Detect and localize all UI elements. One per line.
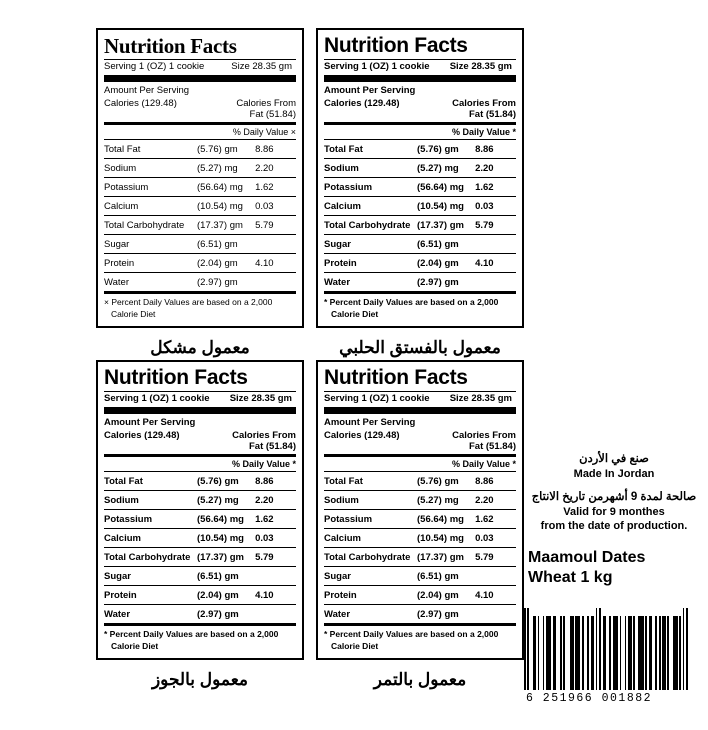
nutrient-pct: [249, 571, 296, 582]
nutrient-name: Water: [324, 276, 351, 288]
nutrient-pct: 5.79: [475, 551, 494, 563]
nutrition-facts-label: [96, 360, 304, 660]
nutrient-name: Water: [104, 276, 129, 288]
table-row: [104, 586, 296, 604]
validity-arabic: صالحة لمدة 9 أشهرمن تاريخ الانتاج: [531, 491, 697, 504]
origin-english: Made In Jordan: [573, 467, 655, 480]
nutrient-amount: (5.27) mg: [197, 494, 239, 506]
table-row: [104, 178, 296, 196]
serving-row: [104, 60, 296, 75]
table-row: [324, 216, 516, 234]
nutrient-pct: [469, 239, 516, 250]
table-row: [104, 197, 296, 215]
nutrient-pct: 0.03: [475, 200, 494, 212]
calories-from-label: Calories From: [232, 430, 296, 442]
daily-value-header: % Daily Value ×: [232, 127, 296, 138]
table-row: [104, 254, 296, 272]
table-row: [324, 510, 516, 528]
nutrient-amount: (6.51) gm: [417, 570, 459, 582]
table-row: [104, 235, 296, 253]
nutrient-name: Calcium: [324, 532, 361, 544]
table-row: [324, 586, 516, 604]
calories-row: [104, 97, 296, 109]
nutrient-pct: 8.86: [475, 143, 494, 155]
nutrient-amount: (5.27) mg: [417, 494, 459, 506]
table-row: [324, 472, 516, 490]
nutrient-name: Water: [324, 608, 351, 620]
calories-row: [104, 429, 296, 441]
nutrient-name: Calcium: [104, 200, 139, 212]
nutrient-amount: (56.64) mg: [197, 513, 244, 525]
calories-value: Calories (129.48): [324, 98, 400, 110]
nutrient-pct: [469, 571, 516, 582]
amount-per-serving-label: Amount Per Serving: [324, 85, 416, 97]
nutrient-name: Protein: [324, 257, 357, 269]
serving-row: [324, 60, 516, 75]
nutrient-name: Potassium: [324, 181, 373, 193]
nutrient-amount: (6.51) gm: [197, 570, 239, 582]
nutrient-amount: (17.37) gm: [197, 551, 244, 563]
amount-per-serving-label: Amount Per Serving: [104, 417, 196, 429]
panel-title: Nutrition Facts: [324, 34, 468, 57]
amount-per-serving-label: Amount Per Serving: [104, 85, 190, 97]
nutrient-pct: 5.79: [255, 219, 274, 231]
panel-caption: معمول بالجوز: [151, 669, 249, 689]
footnote: [104, 626, 296, 654]
nutrient-pct: 4.10: [475, 257, 494, 269]
nutrient-name: Protein: [324, 589, 357, 601]
table-row: [324, 140, 516, 158]
nutrient-name: Sodium: [324, 162, 359, 174]
nutrient-pct: 0.03: [475, 532, 494, 544]
product-name-line-1: Maamoul Dates: [528, 548, 646, 566]
table-row: [104, 140, 296, 158]
nutrient-pct: [469, 277, 516, 288]
daily-value-header: % Daily Value *: [231, 459, 296, 470]
nutrient-name: Potassium: [324, 513, 373, 525]
table-row: [324, 273, 516, 291]
nutrient-amount: (5.76) gm: [197, 143, 238, 155]
calories-from-fat: Fat (51.84): [469, 109, 516, 121]
serving-label: Serving 1 (OZ) 1 cookie: [104, 393, 210, 405]
footnote-line-1: × Percent Daily Values are based on a 2,000: [104, 297, 273, 308]
panel-caption: معمول بالتمر: [373, 669, 467, 689]
nutrient-pct: 0.03: [255, 532, 274, 544]
nutrient-amount: (56.64) mg: [417, 181, 464, 193]
nutrient-name: Sugar: [324, 570, 351, 582]
panel-title: Nutrition Facts: [324, 366, 468, 389]
table-row: [104, 529, 296, 547]
product-info-block: [528, 452, 700, 588]
calories-value: Calories (129.48): [104, 430, 180, 442]
serving-size: Size 28.35 gm: [229, 393, 292, 405]
nutrient-name: Total Carbohydrate: [104, 219, 185, 231]
nutrient-amount: (5.76) gm: [417, 143, 459, 155]
nutrient-amount: (17.37) gm: [417, 551, 464, 563]
table-row: [104, 472, 296, 490]
panel-title: Nutrition Facts: [104, 34, 237, 58]
nutrition-facts-label: [316, 28, 524, 328]
table-row: [104, 273, 296, 291]
table-row: [324, 235, 516, 253]
nutrient-name: Potassium: [104, 181, 149, 193]
nutrition-panel-2: [316, 28, 524, 358]
calories-value: Calories (129.48): [104, 98, 177, 110]
nutrient-name: Total Fat: [324, 143, 363, 155]
table-row: [104, 510, 296, 528]
nutrient-name: Potassium: [104, 513, 153, 525]
nutrient-pct: 5.79: [255, 551, 274, 563]
serving-row: [104, 392, 296, 407]
table-row: [324, 197, 516, 215]
nutrient-amount: (2.97) gm: [417, 276, 459, 288]
serving-label: Serving 1 (OZ) 1 cookie: [104, 61, 205, 73]
nutrient-pct: 2.20: [255, 162, 274, 174]
footnote-line-2: Calorie Diet: [111, 640, 159, 651]
nutrient-name: Protein: [104, 589, 137, 601]
table-row: [104, 548, 296, 566]
footnote: [324, 294, 516, 322]
nutrient-amount: (5.76) gm: [197, 475, 239, 487]
nutrient-amount: (2.04) gm: [197, 257, 238, 269]
nutrient-pct: 4.10: [255, 257, 274, 269]
nutrition-panel-4: [316, 360, 524, 690]
serving-row: [324, 392, 516, 407]
serving-label: Serving 1 (OZ) 1 cookie: [324, 61, 430, 73]
daily-value-header: % Daily Value *: [451, 127, 516, 138]
nutrient-pct: 1.62: [475, 181, 494, 193]
footnote: [104, 294, 296, 322]
barcode-block: [524, 616, 688, 705]
nutrient-name: Calcium: [104, 532, 141, 544]
nutrient-amount: (2.97) gm: [417, 608, 459, 620]
table-row: [104, 216, 296, 234]
nutrient-amount: (5.27) mg: [197, 162, 238, 174]
nutrient-amount: (2.04) gm: [417, 257, 459, 269]
footnote-line-2: Calorie Diet: [331, 308, 379, 319]
nutrient-amount: (10.54) mg: [197, 200, 243, 212]
nutrient-pct: 1.62: [255, 513, 274, 525]
nutrient-amount: (6.51) gm: [197, 238, 238, 250]
nutrient-amount: (2.04) gm: [417, 589, 459, 601]
nutrient-name: Sodium: [104, 494, 139, 506]
nutrient-pct: 1.62: [475, 513, 494, 525]
origin-arabic: صنع في الأردن: [579, 453, 649, 465]
table-row: [324, 567, 516, 585]
nutrient-amount: (17.37) gm: [197, 219, 243, 231]
table-row: [324, 178, 516, 196]
nutrient-pct: 4.10: [475, 589, 494, 601]
nutrient-pct: [249, 277, 296, 288]
calories-from-label: Calories From: [452, 430, 516, 442]
nutrient-name: Sodium: [104, 162, 137, 174]
table-row: [104, 491, 296, 509]
nutrient-pct: 8.86: [475, 475, 494, 487]
table-row: [324, 254, 516, 272]
nutrient-name: Sodium: [324, 494, 359, 506]
nutrient-pct: 2.20: [255, 494, 274, 506]
nutrient-amount: (10.54) mg: [197, 532, 244, 544]
table-row: [324, 491, 516, 509]
nutrient-amount: (17.37) gm: [417, 219, 464, 231]
nutrient-name: Sugar: [104, 238, 130, 250]
nutrition-facts-label: [316, 360, 524, 660]
nutrient-amount: (2.97) gm: [197, 608, 239, 620]
product-name: [528, 548, 700, 588]
table-row: [104, 605, 296, 623]
nutrient-pct: 5.79: [475, 219, 494, 231]
nutrient-name: Sugar: [324, 238, 351, 250]
table-row: [104, 567, 296, 585]
nutrient-amount: (6.51) gm: [417, 238, 459, 250]
serving-size: Size 28.35 gm: [449, 61, 512, 73]
footnote-line-2: Calorie Diet: [331, 640, 379, 651]
nutrient-pct: 0.03: [255, 200, 274, 212]
table-row: [324, 529, 516, 547]
nutrient-pct: [249, 239, 296, 250]
calories-row: [324, 429, 516, 441]
footnote-line-1: * Percent Daily Values are based on a 2,000: [324, 629, 499, 640]
footnote: [324, 626, 516, 654]
nutrition-panel-3: [96, 360, 304, 690]
nutrient-pct: 4.10: [255, 589, 274, 601]
nutrient-amount: (56.64) mg: [197, 181, 243, 193]
nutrient-amount: (2.04) gm: [197, 589, 239, 601]
calories-from-fat: Fat (51.84): [249, 109, 296, 121]
nutrient-name: Water: [104, 608, 131, 620]
nutrient-amount: (56.64) mg: [417, 513, 464, 525]
calories-from-fat: Fat (51.84): [249, 441, 296, 453]
barcode-digits: 6 251966 001882: [526, 692, 653, 705]
footnote-line-1: * Percent Daily Values are based on a 2,000: [324, 297, 499, 308]
nutrition-panel-1: [96, 28, 304, 358]
nutrient-name: Total Carbohydrate: [324, 551, 411, 563]
nutrient-pct: 8.86: [255, 143, 274, 155]
product-name-line-2: Wheat 1 kg: [528, 568, 613, 586]
nutrient-name: Total Fat: [104, 475, 143, 487]
nutrient-name: Total Carbohydrate: [104, 551, 191, 563]
nutrient-pct: 1.62: [255, 181, 274, 193]
nutrient-amount: (10.54) mg: [417, 200, 464, 212]
footnote-line-1: * Percent Daily Values are based on a 2,000: [104, 629, 279, 640]
table-row: [324, 548, 516, 566]
calories-from-label: Calories From: [452, 98, 516, 110]
nutrient-pct: [469, 609, 516, 620]
footnote-line-2: Calorie Diet: [111, 308, 156, 319]
nutrient-amount: (5.76) gm: [417, 475, 459, 487]
validity-english-line-2: from the date of production.: [540, 520, 688, 533]
nutrient-name: Sugar: [104, 570, 131, 582]
serving-size: Size 28.35 gm: [449, 393, 512, 405]
table-row: [104, 159, 296, 177]
nutrient-pct: 2.20: [475, 162, 494, 174]
table-row: [324, 605, 516, 623]
calories-value: Calories (129.48): [324, 430, 400, 442]
nutrient-name: Total Carbohydrate: [324, 219, 411, 231]
calories-from-fat: Fat (51.84): [469, 441, 516, 453]
nutrient-pct: 8.86: [255, 475, 274, 487]
panel-caption: معمول مشكل: [150, 337, 250, 357]
panel-caption: معمول بالفستق الحلبي: [339, 337, 501, 357]
nutrient-amount: (10.54) mg: [417, 532, 464, 544]
nutrient-pct: 2.20: [475, 494, 494, 506]
nutrient-pct: [249, 609, 296, 620]
nutrient-name: Calcium: [324, 200, 361, 212]
nutrient-name: Total Fat: [324, 475, 363, 487]
panel-title: Nutrition Facts: [104, 366, 248, 389]
serving-size: Size 28.35 gm: [231, 61, 292, 73]
calories-from-label: Calories From: [236, 98, 296, 110]
nutrition-facts-label: [96, 28, 304, 328]
nutrient-name: Protein: [104, 257, 135, 269]
daily-value-header: % Daily Value *: [451, 459, 516, 470]
barcode-image: [524, 616, 688, 690]
nutrient-amount: (5.27) mg: [417, 162, 459, 174]
validity-english-line-1: Valid for 9 monthes: [563, 506, 665, 519]
nutrient-amount: (2.97) gm: [197, 276, 238, 288]
calories-row: [324, 97, 516, 109]
table-row: [324, 159, 516, 177]
amount-per-serving-label: Amount Per Serving: [324, 417, 416, 429]
nutrient-name: Total Fat: [104, 143, 141, 155]
serving-label: Serving 1 (OZ) 1 cookie: [324, 393, 430, 405]
